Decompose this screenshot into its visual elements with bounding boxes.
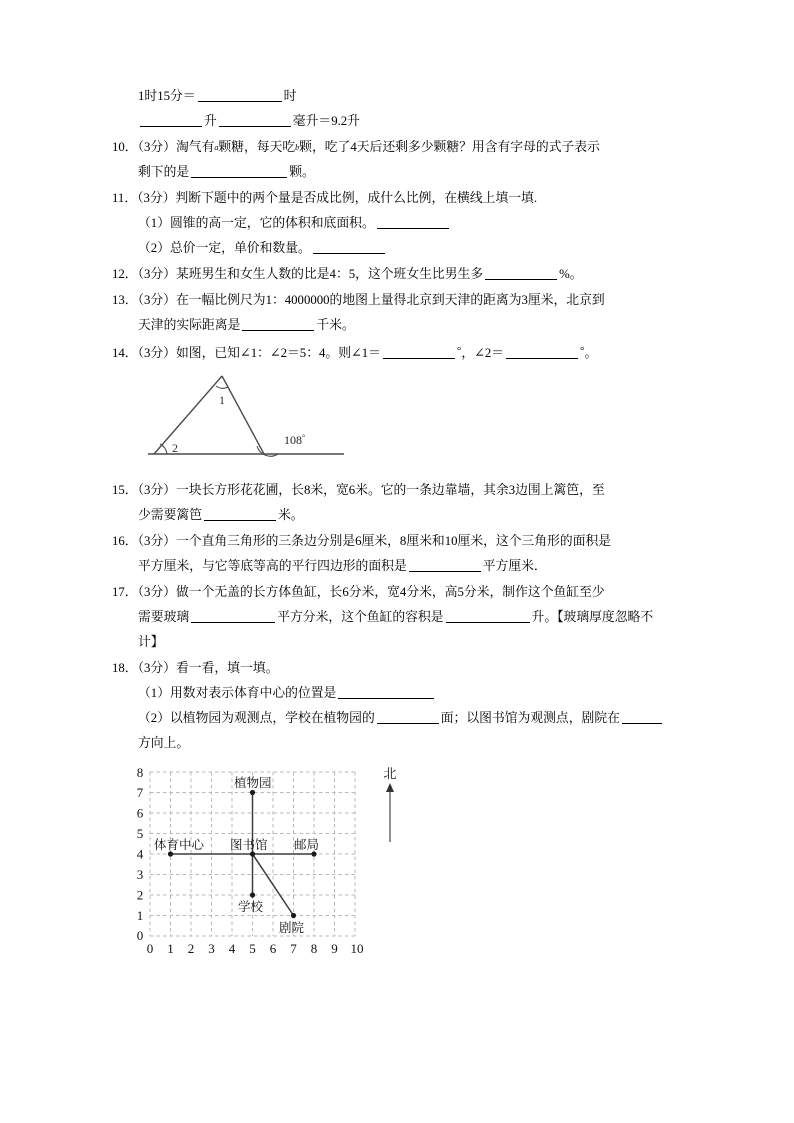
exam-content [112, 84, 690, 962]
question-17-line-3 [112, 630, 690, 655]
answer-blank[interactable] [219, 113, 291, 127]
question-text: 判断下题中的两个量是否成比例，成什么比例，在横线上填一填. [175, 191, 538, 205]
question-15 [112, 478, 690, 528]
triangle-angle-2-label: 2 [172, 441, 178, 455]
top-blank-line2-after: 毫升＝9.2升 [292, 114, 360, 128]
point-label-theatre: 剧院 [279, 921, 305, 935]
question-score: （3分） [137, 191, 176, 205]
question-text: （1）用数对表示体育中心的位置是 [138, 686, 337, 700]
answer-blank[interactable] [338, 685, 434, 699]
point-label-post-office: 邮局 [294, 838, 320, 852]
answer-blank[interactable] [191, 609, 275, 623]
question-text: 颗，吃了4天后还剩多少颗糖？用含有字母的式子表示 [299, 140, 600, 154]
svg-text:1: 1 [167, 941, 174, 956]
question-text: 一块长方形花花圃，长8米，宽6米。它的一条边靠墙，其余3边围上篱笆，至 [175, 483, 605, 497]
svg-text:3: 3 [136, 867, 144, 882]
question-number: 18． [112, 661, 138, 675]
coordinate-grid-figure [122, 756, 422, 961]
question-15-line-2 [112, 503, 690, 528]
question-15-line-1 [112, 478, 690, 503]
question-text: 颗。 [289, 165, 315, 179]
question-16-line-2 [112, 554, 690, 579]
question-text: 平方厘米． [482, 559, 547, 573]
question-11-line-1 [112, 186, 690, 211]
question-13-line-1 [112, 288, 690, 313]
svg-text:1: 1 [136, 908, 144, 923]
question-score: （3分） [137, 293, 176, 307]
top-blank-line-1 [112, 84, 690, 109]
point-dot-school [250, 892, 255, 897]
answer-blank[interactable] [485, 266, 557, 280]
answer-blank[interactable] [506, 345, 578, 359]
question-score: （3分） [137, 346, 176, 360]
coordinate-grid-svg [122, 756, 422, 961]
question-score: （3分） [137, 483, 176, 497]
question-text: ，∠2＝ [461, 346, 505, 360]
svg-text:8: 8 [310, 941, 318, 956]
question-score: （3分） [137, 661, 176, 675]
svg-text:9: 9 [331, 941, 338, 956]
question-number: 13． [112, 293, 138, 307]
x-axis-tick-labels [147, 941, 364, 956]
question-16 [112, 529, 690, 579]
svg-text:0: 0 [136, 928, 144, 943]
question-text: 在一幅比例尺为1：4000000的地图上量得北京到天津的距离为3厘米，北京到 [175, 293, 605, 307]
question-text: 需要玻璃 [138, 610, 190, 624]
question-text: 米。 [277, 508, 304, 522]
svg-text:5: 5 [249, 941, 256, 956]
grid-connection-lines [171, 793, 315, 916]
answer-blank[interactable] [377, 215, 449, 229]
svg-text:2: 2 [136, 887, 144, 903]
question-score: （3分） [137, 585, 176, 599]
degree-symbol: ° [580, 345, 585, 357]
point-dot-botanical-garden [250, 790, 255, 795]
point-dot-library [250, 851, 255, 856]
svg-text:4: 4 [228, 941, 236, 956]
answer-blank[interactable] [198, 88, 282, 102]
top-blank-line-2 [112, 109, 690, 134]
question-text: 做一个无盖的长方体鱼缸，长6分米，宽4分米，高5分米，制作这个鱼缸至少 [175, 585, 605, 599]
triangle-figure [144, 366, 374, 471]
answer-blank[interactable] [313, 240, 385, 254]
point-label-library: 图书馆 [230, 838, 268, 852]
answer-blank[interactable] [622, 710, 662, 724]
question-13 [112, 288, 690, 338]
variable-b: b [295, 143, 300, 152]
question-text: 。 [584, 346, 598, 360]
answer-blank[interactable] [191, 164, 287, 178]
question-text: 升。【玻璃厚度忽略不 [531, 610, 654, 624]
question-18-sub-2-cont [112, 731, 690, 756]
answer-blank[interactable] [204, 507, 276, 521]
question-11-sub-1 [112, 211, 690, 236]
svg-text:2: 2 [187, 941, 195, 956]
question-13-line-2 [112, 313, 690, 338]
question-text: （2）总价一定，单价和数量。 [138, 241, 311, 255]
point-label-sports-center: 体育中心 [154, 838, 205, 852]
question-text: 少需要篱笆 [138, 508, 202, 522]
question-text: 方向上。 [138, 736, 190, 750]
question-18 [112, 656, 690, 961]
question-18-line-1 [112, 656, 690, 681]
answer-blank[interactable] [409, 558, 481, 572]
question-18-sub-1 [112, 681, 690, 706]
question-10 [112, 135, 690, 185]
question-score: （3分） [137, 267, 176, 281]
question-17-line-2 [112, 605, 690, 630]
point-label-botanical-garden: 植物园 [234, 776, 272, 790]
top-blank-line1-before: 1时15分＝ [138, 89, 196, 103]
question-text: 天津的实际距离是 [138, 318, 241, 332]
svg-text:7: 7 [290, 941, 297, 956]
question-number: 12． [112, 267, 138, 281]
question-17-line-1 [112, 580, 690, 605]
question-text: 千米。 [316, 318, 355, 332]
question-10-line-1 [112, 135, 690, 160]
triangle-angle-1-label: 1 [219, 393, 225, 407]
point-dot-theatre [291, 913, 296, 918]
question-text: %。 [559, 267, 583, 281]
question-12-line-1 [112, 262, 690, 287]
point-label-school: 学校 [238, 900, 264, 914]
svg-text:7: 7 [136, 785, 144, 800]
question-text: 计】 [138, 635, 164, 649]
degree-symbol: ° [456, 345, 462, 357]
question-number: 10． [112, 140, 138, 154]
question-11-sub-2 [112, 236, 690, 261]
top-blank-line2-mid: 升 [204, 114, 217, 128]
question-text: 某班男生和女生人数的比是4：5，这个班女生比男生多 [175, 267, 484, 281]
question-text: 颗糖，每天吃 [218, 140, 296, 154]
question-14 [112, 339, 690, 477]
question-10-line-2 [112, 160, 690, 185]
svg-text:6: 6 [269, 941, 277, 956]
answer-blank[interactable] [140, 113, 202, 127]
question-text: 淘气有 [175, 140, 215, 154]
north-arrow-icon [383, 766, 396, 842]
question-11 [112, 186, 690, 261]
svg-text:3: 3 [208, 941, 215, 956]
question-number: 11． [112, 191, 138, 205]
question-text: 剩下的是 [138, 165, 190, 179]
svg-text:5: 5 [136, 826, 144, 841]
question-16-line-1 [112, 529, 690, 554]
answer-blank[interactable] [383, 345, 455, 359]
question-text: 如图，已知∠1：∠2＝5：4。则∠1＝ [175, 346, 381, 360]
question-score: （3分） [137, 140, 176, 154]
question-17 [112, 580, 690, 655]
question-12 [112, 262, 690, 287]
svg-text:0: 0 [146, 941, 154, 956]
point-dot-sports-center [168, 851, 173, 856]
question-text: 看一看，填一填。 [175, 661, 279, 675]
svg-text:10: 10 [350, 941, 364, 956]
question-number: 14． [112, 346, 138, 360]
question-text: 平方厘米，与它等底等高的平行四边形的面积是 [138, 559, 407, 573]
question-text: （1）圆锥的高一定，它的体积和底面积。 [138, 216, 375, 230]
point-dot-post-office [311, 851, 316, 856]
y-axis-tick-labels [137, 765, 144, 943]
question-number: 16． [112, 534, 138, 548]
question-score: （3分） [137, 534, 176, 548]
question-text: 面；以图书馆为观测点，剧院在 [440, 711, 620, 725]
question-text: 平方分米，这个鱼缸的容积是 [277, 610, 444, 624]
question-text: （2）以植物园为观测点，学校在植物园的 [138, 711, 375, 725]
svg-text:6: 6 [136, 805, 144, 821]
triangle-exterior-angle-label: 108° [284, 433, 306, 447]
svg-text:8: 8 [136, 765, 144, 780]
top-blank-line1-after: 时 [283, 89, 297, 103]
question-9-continuation [112, 84, 690, 134]
question-14-line-1 [112, 339, 690, 366]
question-number: 17． [112, 585, 138, 599]
answer-blank[interactable] [446, 609, 530, 623]
north-label: 北 [383, 766, 397, 781]
question-number: 15． [112, 483, 138, 497]
question-18-sub-2 [112, 706, 690, 731]
variable-a: a [214, 143, 219, 152]
svg-text:4: 4 [136, 846, 144, 862]
answer-blank[interactable] [242, 317, 314, 331]
question-text: 一个直角三角形的三条边分别是6厘米，8厘米和10厘米，这个三角形的面积是 [175, 534, 612, 548]
answer-blank[interactable] [377, 710, 439, 724]
